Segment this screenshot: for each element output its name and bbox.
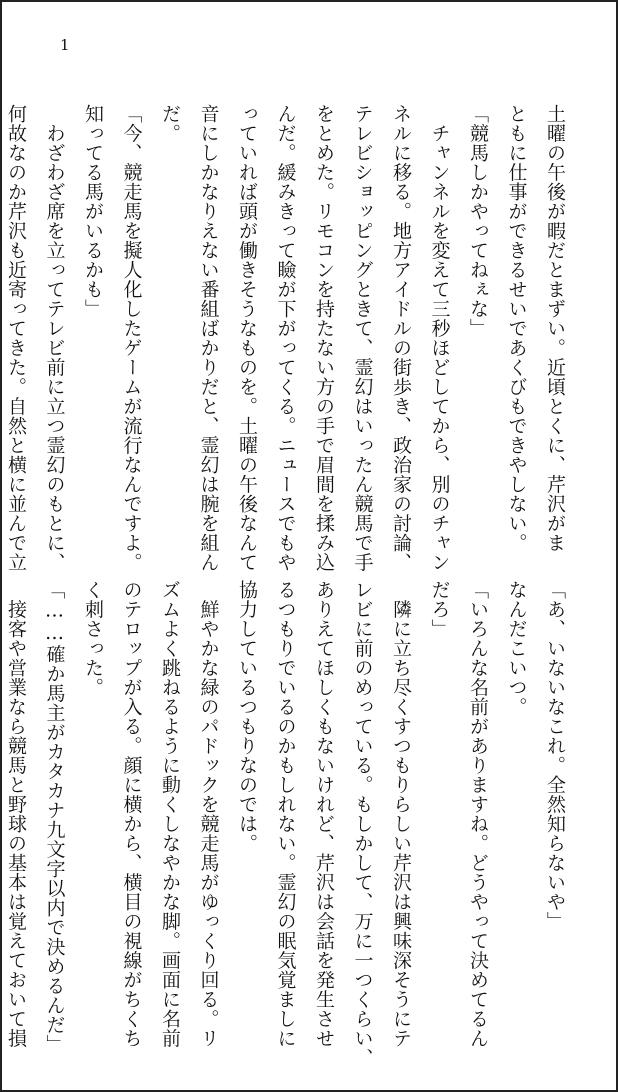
text-block-bottom (5, 580, 574, 1070)
text-line: 土曜の午後が暇だとまずい。近頃とくに、芹沢がま (544, 104, 566, 553)
text-line: わざわざ席を立ってテレビ前に立つ霊幻のもとに、 (43, 104, 66, 572)
text-line: をとめた。リモコンを持たない方の手で眉間を揉み込 (313, 104, 335, 572)
text-line: 「あ、いないなこれ。全然知らないや」 (544, 580, 566, 931)
text-line: チャンネルを変えて三秒ほどしてから、別のチャン (428, 104, 451, 572)
text-line: っていれば頭が働きそうなものを。土曜の午後なんて (236, 104, 258, 572)
text-line: 知ってる馬がいるかも」 (82, 104, 104, 319)
text-line: なんだこいつ。 (505, 580, 528, 717)
text-line: 協力しているつもりなのでは。 (236, 580, 258, 853)
text-line: 接客や営業なら競馬と野球の基本は覚えておいて損 (5, 580, 27, 1048)
text-line: 「……確か馬主がカタカナ九文字以内で決めるんだ」 (43, 580, 66, 1054)
text-line: だ。 (159, 104, 181, 143)
text-line: 「競馬しかやってねぇな」 (467, 104, 489, 338)
text-line: 何故なのか芹沢も近寄ってきた。自然と横に並んで立 (5, 104, 27, 572)
text-line: 鮮やかな緑のパドックを競走馬がゆっくり回る。リ (197, 580, 220, 1048)
page-number: 1 (60, 36, 70, 54)
text-line: ともに仕事ができるせいであくびもできやしない。 (505, 104, 528, 553)
text-line: んだ。緩みきって瞼が下がってくる。ニュースでもや (274, 104, 297, 572)
text-line: 「今、競走馬を擬人化したゲームが流行なんですよ。 (120, 104, 143, 572)
text-line: のテロップが入る。顔に横から、横目の視線がちくち (120, 580, 143, 1048)
text-line: 隣に立ち尽くすつもりらしい芹沢は興味深そうにテ (390, 580, 412, 1048)
text-line: だろ」 (428, 580, 451, 639)
text-line: テレビショッピングときて、霊幻はいったん競馬で手 (351, 104, 374, 572)
text-line: 音にしかなりえない番組ばかりだと、霊幻は腕を組ん (197, 104, 220, 572)
text-line: く刺さった。 (82, 580, 104, 697)
text-line: ズムよく跳ねるように動くしなやかな脚。画面に名前 (159, 580, 181, 1048)
text-line: レビに前のめっている。もしかして、万に一つくらい、 (351, 580, 374, 1068)
text-line: るつもりでいるのかもしれない。霊幻の眠気覚ましに (274, 580, 297, 1048)
text-block-top (5, 104, 574, 572)
text-line: ネルに移る。地方アイドルの街歩き、政治家の討論、 (390, 104, 412, 572)
text-line: 「いろんな名前がありますね。どうやって決めてるん (467, 580, 489, 1048)
text-line: ありえてほしくもないけれど、芹沢は会話を発生させ (313, 580, 335, 1048)
